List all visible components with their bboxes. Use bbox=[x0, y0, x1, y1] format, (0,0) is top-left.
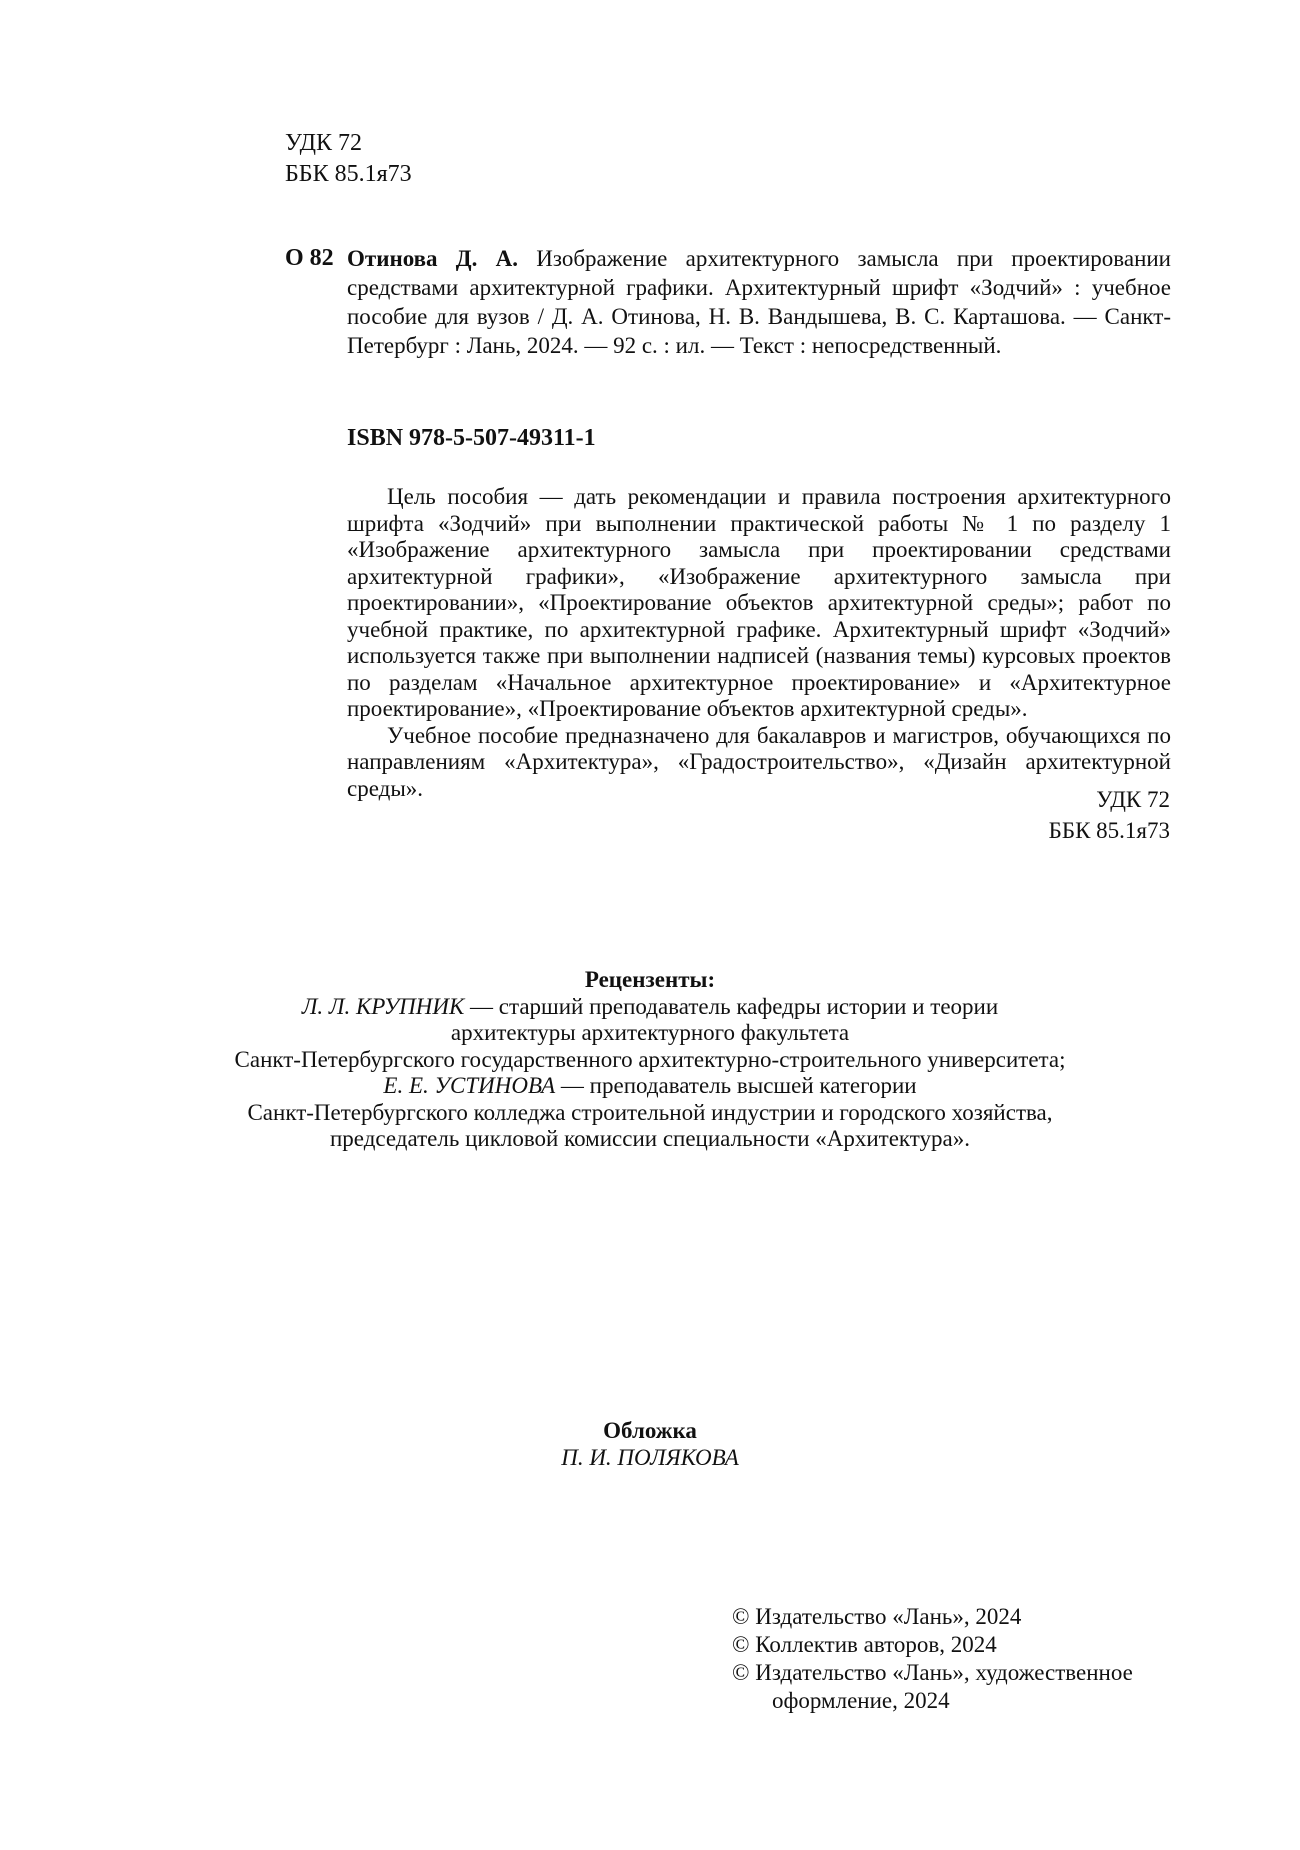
copyright-block bbox=[732, 1603, 1133, 1715]
cover-heading: Обложка bbox=[603, 1418, 697, 1443]
isbn: ISBN 978-5-507-49311-1 bbox=[347, 425, 596, 451]
classification-codes-bottom bbox=[1049, 784, 1170, 846]
author-mark: О 82 bbox=[285, 245, 334, 271]
cover-designer: П. И. ПОЛЯКОВА bbox=[561, 1445, 739, 1470]
udk-code: УДК 72 bbox=[285, 130, 362, 156]
bibliographic-entry bbox=[285, 244, 1171, 360]
cover-credit bbox=[0, 1417, 1300, 1471]
abstract-paragraph-2: Учебное пособие предназначено для бакалавров и магистров, обучающихся по направлениям «Архитектура», «Градостроительство», «Дизайн архитектурной среды». bbox=[347, 722, 1171, 801]
entry-text-block bbox=[347, 244, 1171, 360]
copyright-line-1: © Издательство «Лань», 2024 bbox=[732, 1604, 1022, 1629]
copyright-line-3: © Издательство «Лань», художественное bbox=[732, 1660, 1133, 1685]
reviewer-2-name: Е. Е. УСТИНОВА bbox=[383, 1073, 556, 1098]
bbk-code: ББК 85.1я73 bbox=[285, 161, 412, 187]
reviewer-1-line-2: архитектуры архитектурного факультета bbox=[450, 1020, 850, 1045]
entry-author: Отинова Д. А. bbox=[347, 246, 518, 271]
entry-description: Изображение архитектурного замысла при проектировании средствами архитектурной графики. Архитектурный шрифт «Зодчий» : учебное пособие для вузов / Д. А. Отинова, Н. В. Вандышева, В. С. Карташова. — Санкт-Петербург : Лань, 2024. — 92 с. : ил. — Текст : непосредственный. bbox=[347, 246, 1171, 358]
abstract bbox=[347, 484, 1171, 802]
reviewer-2-line-2: Санкт-Петербургского колледжа строительной индустрии и городского хозяйства, bbox=[247, 1099, 1053, 1125]
bbk-code-bottom: ББК 85.1я73 bbox=[1048, 818, 1170, 843]
reviewers-heading: Рецензенты: bbox=[584, 967, 716, 992]
reviewer-1-role: — старший преподаватель кафедры истории и теории bbox=[464, 993, 999, 1019]
reviewer-1-name: Л. Л. КРУПНИК bbox=[301, 993, 465, 1019]
copyright-line-2: © Коллектив авторов, 2024 bbox=[732, 1632, 997, 1657]
reviewer-2-line-3: председатель цикловой комиссии специальности «Архитектура». bbox=[329, 1126, 971, 1151]
abstract-paragraph-1: Цель пособия — дать рекомендации и правила построения архитектурного шрифта «Зодчий» при выполнении практической работы № 1 по разделу 1 «Изображение архитектурного замысла при проектировании средствами архитектурной графики», «Изображение архитектурного замысла при проектировании», «Проектирование объектов архитектурной среды»; работ по учебной практике, по архитектурной графике. Архитектурный шрифт «Зодчий» используется также при выполнении надписей (названия темы) курсовых проектов по разделам «Начальное архитектурное проектирование» и «Архитектурное проектирование», «Проектирование объектов архитектурной среды». bbox=[347, 484, 1171, 721]
reviewers-section bbox=[0, 967, 1300, 1153]
reviewer-2-line-1 bbox=[0, 1073, 1300, 1100]
reviewer-1-line-1 bbox=[0, 994, 1300, 1021]
entry-paragraph bbox=[347, 244, 1171, 360]
reviewer-1-line-3: Санкт-Петербургского государственного архитектурно-строительного университета; bbox=[234, 1046, 1066, 1072]
classification-codes-top bbox=[285, 128, 412, 190]
udk-code-bottom: УДК 72 bbox=[1096, 787, 1170, 812]
reviewer-2-role: — преподаватель высшей категории bbox=[555, 1073, 917, 1098]
copyright-line-3-continued: оформление, 2024 bbox=[772, 1688, 950, 1713]
